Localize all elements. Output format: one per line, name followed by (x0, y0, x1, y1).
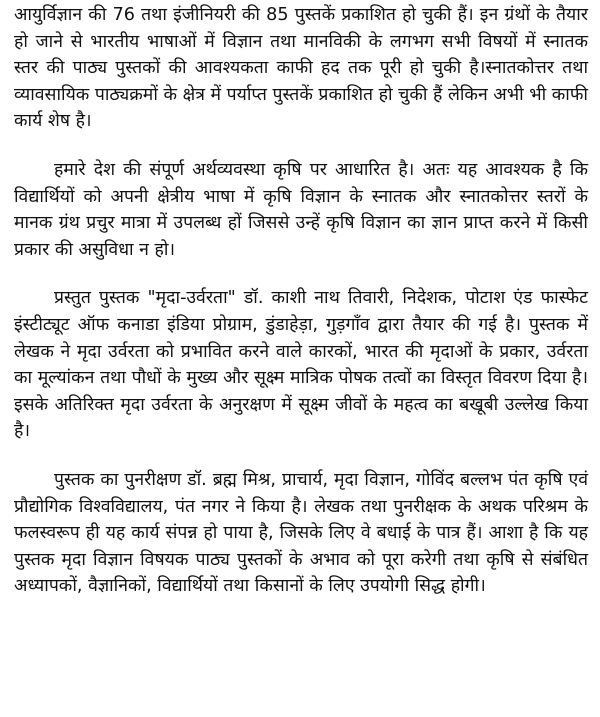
paragraph-gap (14, 445, 588, 467)
document-page (14, 2, 588, 600)
paragraph-review-acknowledgement: पुस्तक का पुनरीक्षण डॉ. ब्रह्म मिश्र, प्राचार्य, मृदा विज्ञान, गोविंद बल्लभ पंत कृषि एवं प्रौद्योगिक विश्वविद्यालय, पंत नगर ने किया है। लेखक तथा पुनरीक्षक के अथक परिश्रम के फलस्वरूप ही यह कार्य संपन्न हो पाया है, जिसके लिए वे बधाई के पात्र हैं। आशा है कि यह पुस्तक मृदा विज्ञान विषयक पाठ्य पुस्तकों के अभाव को पूरा करेगी तथा कृषि से संबंधित अध्यापकों, वैज्ञानिकों, विद्यार्थियों तथा किसानों के लिए उपयोगी सिद्ध होगी। (14, 469, 588, 597)
paragraph-book-description: प्रस्तुत पुस्तक "मृदा-उर्वरता" डॉ. काशी नाथ तिवारी, निदेशक, पोटाश एंड फास्फेट इंस्टीट्यूट ऑफ कनाडा इंडिया प्रोग्राम, डुंडाहेड़ा, गुड़गाँव द्वारा तैयार की गई है। पुस्तक में लेखक ने मृदा उर्वरता को प्रभावित करने वाले कारकों, भारत की मृदाओं के प्रकार, उर्वरता का मूल्यांकन तथा पौधों के मुख्य और सूक्ष्म मात्रिक पोषक तत्वों का विस्तृत विवरण दिया है। इसके अतिरिक्त मृदा उर्वरता के अनुरक्षण में सूक्ष्म जीवों के महत्व का बखूबी उल्लेख किया है। (14, 288, 588, 442)
paragraph-publications-status: आयुर्विज्ञान की 76 तथा इंजीनियरी की 85 पुस्तकें प्रकाशित हो चुकी हैं। इन ग्रंथों के तैयार हो जाने से भारतीय भाषाओं में विज्ञान तथा मानविकी के लगभग सभी विषयों में स्नातक स्तर की पाठ्य पुस्तकों की आवश्यकता काफी हद तक पूरी हो चुकी है।स्नातकोत्तर तथा व्यावसायिक पाठ्यक्रमों के क्षेत्र में पर्याप्त पुस्तकें प्रकाशित हो चुकी हैं लेकिन अभी भी काफी कार्य शेष है। (14, 5, 588, 132)
paragraph-agriculture-need: हमारे देश की संपूर्ण अर्थव्यवस्था कृषि पर आधारित है। अतः यह आवश्यक है कि विद्यार्थियों को अपनी क्षेत्रीय भाषा में कृषि विज्ञान के स्नातक और स्नातकोत्तर स्तरों के मानक ग्रंथ प्रचुर मात्रा में उपलब्ध हों जिससे उन्हें कृषि विज्ञान का ज्ञान प्राप्त करने में किसी प्रकार की असुविधा न हो। (14, 159, 588, 260)
paragraph-gap (14, 135, 588, 157)
paragraph-gap (14, 263, 588, 285)
